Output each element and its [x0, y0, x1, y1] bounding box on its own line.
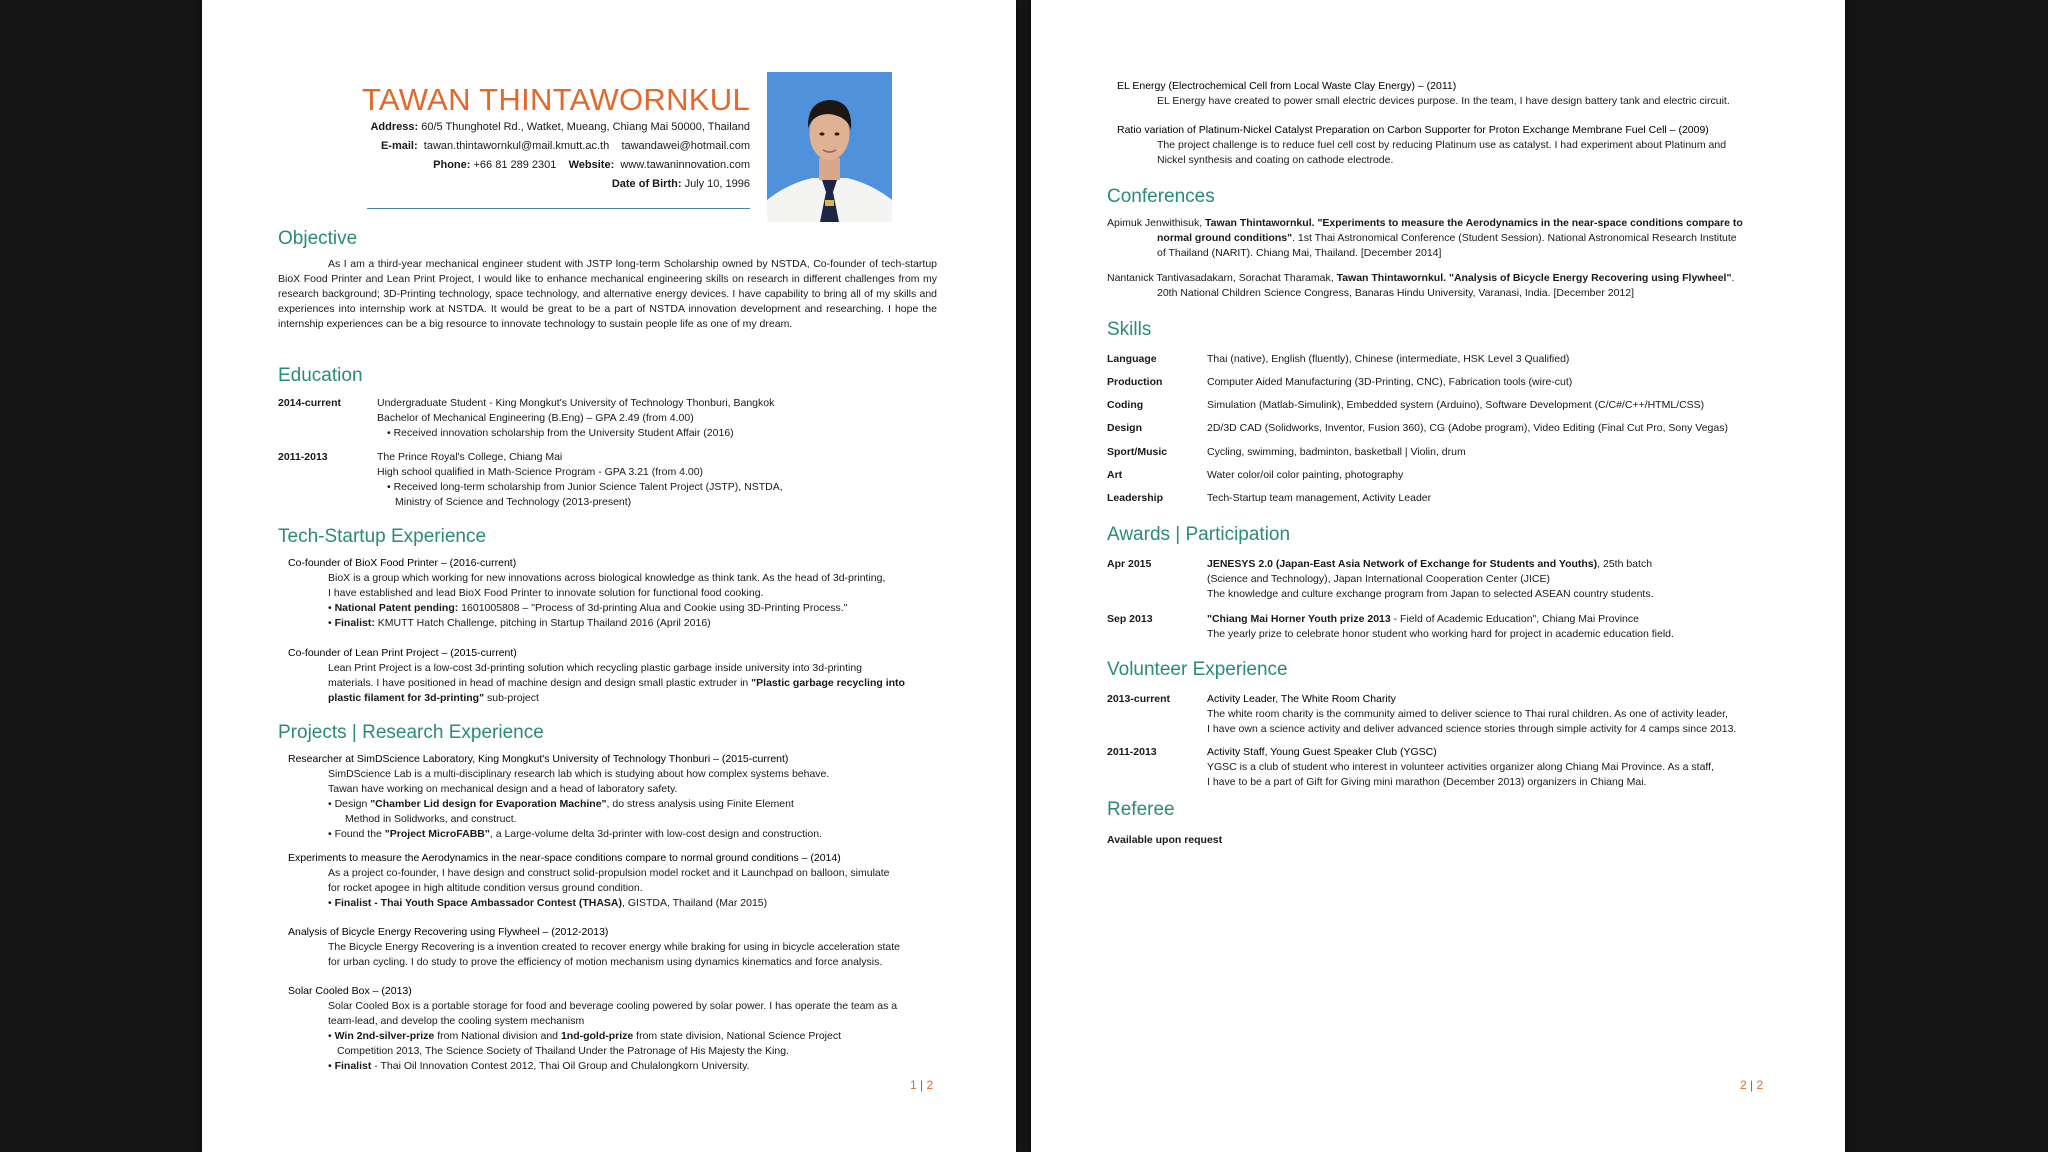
objective-text: As I am a third-year mechanical engineer student with JSTP long-term Scholarship owned by NSTDA, Co-founder of tech-startup BioX Food Printer and Lean Print Project, I would like to enhance mechanical engineering skills on research in different challenges from my research background; 3D-Printing technology, space technology, and alternative energy devices. I have capability to bring all of my skills and experiences into internship work at NSTDA. It would be great to be a part of NSTDA innovation development and researching. I hope the internship experiences can be a big resource to innovate technology to sustain people life as one of my dream. — [278, 258, 937, 330]
education-line: The Prince Royal's College, Chiang Mai — [377, 451, 563, 463]
project-title: Experiments to measure the Aerodynamics in the near-space conditions compare to normal ground conditions – (2014) — [288, 852, 841, 864]
profile-photo — [767, 72, 892, 222]
volunteer-title: Activity Leader, The White Room Charity — [1207, 693, 1396, 705]
skill-value: Tech-Startup team management, Activity Leader — [1207, 492, 1432, 504]
volunteer-period: 2011-2013 — [1107, 746, 1157, 758]
award-title: JENESYS 2.0 (Japan-East Asia Network of Exchange for Students and Youths), 25th batch — [1207, 558, 1653, 570]
conference-entry-cont: normal ground conditions". 1st Thai Astronomical Conference (Student Session). National Astronomical Research Institute — [1157, 232, 1737, 244]
project-bullet: • Found the "Project MicroFABB", a Large-volume delta 3d-printer with low-cost design and construction. — [328, 827, 822, 842]
email-primary[interactable]: tawan.thintawornkul@mail.kmutt.ac.th — [423, 140, 610, 152]
project-bullet-cont: Method in Solidworks, and construct. — [345, 813, 517, 825]
project-line: EL Energy have created to power small electric devices purpose. In the team, I have design battery tank and electric circuit. — [1157, 95, 1730, 107]
tech-item-title: Co-founder of BioX Food Printer – (2016-current) — [288, 557, 517, 569]
tech-item-line: plastic filament for 3d-printing" sub-project — [328, 692, 539, 704]
project-title: Researcher at SimDScience Laboratory, King Mongkut's University of Technology Thonburi – (2015-current) — [288, 753, 789, 765]
candidate-name: TAWAN THINTAWORNKUL — [361, 82, 750, 117]
tech-item-line: I have established and lead BioX Food Printer to innovate solution for functional food cooking. — [328, 587, 764, 599]
referee-text: Available upon request — [1107, 834, 1223, 846]
volunteer-line: I have to be a part of Gift for Giving mini marathon (December 2013) organizers in Chiang Mai. — [1207, 776, 1647, 788]
skill-label: Production — [1107, 376, 1163, 388]
phone-website-line: Phone: +66 81 289 2301 Website: www.tawaninnovation.com — [433, 159, 750, 171]
section-conferences-heading: Conferences — [1107, 186, 1215, 207]
project-line: Nickel synthesis and coating on cathode electrode. — [1157, 154, 1394, 166]
project-title: EL Energy (Electrochemical Cell from Local Waste Clay Energy) – (2011) — [1117, 80, 1457, 92]
award-line: (Science and Technology), Japan International Cooperation Center (JICE) — [1207, 573, 1551, 585]
project-line: for urban cycling. I do study to prove the efficiency of motion mechanism using dynamics kinematics and force analysis. — [328, 956, 883, 968]
skill-label: Design — [1107, 422, 1143, 434]
section-objective-heading: Objective — [278, 228, 358, 249]
page-number: 2 | 2 — [1740, 1078, 1764, 1092]
conference-entry-cont: of Thailand (NARIT). Chiang Mai, Thailand. [December 2014] — [1157, 247, 1442, 259]
award-title: "Chiang Mai Horner Youth prize 2013 - Field of Academic Education", Chiang Mai Province — [1207, 613, 1639, 625]
resume-page-1 — [202, 0, 1016, 1152]
conference-entry: Apimuk Jenwithisuk, Tawan Thintawornkul. "Experiments to measure the Aerodynamics in the near-space conditions compare to — [1107, 217, 1743, 229]
section-awards-heading: Awards | Participation — [1107, 524, 1291, 545]
project-line: for rocket apogee in high altitude condition versus ground condition. — [328, 882, 643, 894]
project-line: team-lead, and develop the cooling system mechanism — [328, 1015, 585, 1027]
award-line: The knowledge and culture exchange program from Japan to selected ASEAN country students. — [1207, 588, 1654, 600]
education-bullet: • Received long-term scholarship from Junior Science Talent Project (JSTP), NSTDA, — [387, 480, 783, 495]
skill-value: Simulation (Matlab-Simulink), Embedded system (Arduino), Software Development (C/C#/C++/HTML/CSS) — [1207, 399, 1705, 411]
volunteer-title: Activity Staff, Young Guest Speaker Club (YGSC) — [1207, 746, 1437, 758]
section-projects-heading: Projects | Research Experience — [278, 722, 544, 743]
project-bullet: • Win 2nd-silver-prize from National division and 1nd-gold-prize from state division, National Science Project — [328, 1029, 841, 1044]
tech-item-line: BioX is a group which working for new innovations across biological knowledge as think tank. As the head of 3d-printing, — [328, 572, 886, 584]
project-bullet-cont: Competition 2013, The Science Society of Thailand Under the Patronage of His Majesty the King. — [337, 1045, 789, 1057]
award-date: Sep 2013 — [1107, 613, 1153, 625]
section-volunteer-heading: Volunteer Experience — [1107, 659, 1288, 680]
project-title: Analysis of Bicycle Energy Recovering using Flywheel – (2012-2013) — [288, 926, 609, 938]
award-line: The yearly prize to celebrate honor student who working hard for project in academic education field. — [1207, 628, 1674, 640]
education-line: High school qualified in Math-Science Program - GPA 3.21 (from 4.00) — [377, 466, 704, 478]
education-line: Bachelor of Mechanical Engineering (B.Eng) – GPA 2.49 (from 4.00) — [377, 412, 694, 424]
project-title: Ratio variation of Platinum-Nickel Catalyst Preparation on Carbon Supporter for Proton Exchange Membrane Fuel Cell – (2009) — [1117, 124, 1709, 136]
skill-value: Thai (native), English (fluently), Chinese (intermediate, HSK Level 3 Qualified) — [1207, 353, 1570, 365]
dob-line: Date of Birth: July 10, 1996 — [611, 178, 750, 190]
tech-item-title: Co-founder of Lean Print Project – (2015-current) — [288, 647, 517, 659]
award-date: Apr 2015 — [1107, 558, 1152, 570]
project-bullet: • Finalist - Thai Youth Space Ambassador Contest (THASA), GISTDA, Thailand (Mar 2015) — [328, 896, 767, 911]
email-line: E-mail: tawan.thintawornkul@mail.kmutt.ac.th tawandawei@hotmail.com — [380, 140, 750, 152]
skill-label: Language — [1107, 353, 1157, 365]
project-line: Tawan have working on mechanical design and a head of laboratory safety. — [328, 783, 678, 795]
section-education-heading: Education — [278, 365, 363, 386]
project-line: Solar Cooled Box is a portable storage for food and beverage cooling powered by solar power. I has operate the team as a — [328, 1000, 898, 1012]
website-link[interactable]: www.tawaninnovation.com — [620, 159, 750, 171]
skill-label: Leadership — [1107, 492, 1164, 504]
education-bullet: • Received innovation scholarship from the University Student Affair (2016) — [387, 426, 734, 441]
tech-item-bullet: • National Patent pending: 1601005808 – "Process of 3d-printing Alua and Cookie using 3D-Printing Process." — [328, 601, 847, 616]
skill-value: Cycling, swimming, badminton, basketball | Violin, drum — [1207, 446, 1466, 458]
skill-label: Art — [1107, 469, 1123, 481]
tech-item-line: Lean Print Project is a low-cost 3d-printing solution which recycling plastic garbage inside university into 3d-printing — [328, 662, 863, 674]
tech-item-line: materials. I have positioned in head of machine design and design small plastic extruder in "Plastic garbage recycling into — [328, 677, 905, 689]
project-bullet: • Design "Chamber Lid design for Evaporation Machine", do stress analysis using Finite Element — [328, 797, 794, 812]
project-title: Solar Cooled Box – (2013) — [288, 985, 412, 997]
skill-label: Coding — [1107, 399, 1144, 411]
project-line: SimDScience Lab is a multi-disciplinary research lab which is studying about how complex systems behave. — [328, 768, 830, 780]
project-line: The project challenge is to reduce fuel cell cost by reducing Platinum use as catalyst. I had experiment about Platinum and — [1157, 139, 1727, 151]
conference-entry-cont: 20th National Children Science Congress, Banaras Hindu University, Varanasi, India. [December 2012] — [1157, 287, 1635, 299]
email-secondary[interactable]: tawandawei@hotmail.com — [621, 140, 750, 152]
volunteer-line: YGSC is a club of student who interest in volunteer activities organizer along Chiang Mai Province. As a staff, — [1207, 761, 1714, 773]
conference-entry: Nantanick Tantivasadakarn, Sorachat Tharamak, Tawan Thintawornkul. "Analysis of Bicycle Energy Recovering using Flywheel". — [1107, 272, 1735, 284]
skill-value: 2D/3D CAD (Solidworks, Inventor, Fusion 360), CG (Adobe program), Video Editing (Final Cut Pro, Sony Vegas) — [1207, 422, 1728, 434]
resume-page-2 — [1031, 0, 1845, 1152]
volunteer-period: 2013-current — [1107, 693, 1171, 705]
project-line: As a project co-founder, I have design and construct solid-propulsion model rocket and it Launchpad on balloon, simulate — [328, 867, 890, 879]
education-period: 2011-2013 — [278, 451, 328, 463]
project-line: The Bicycle Energy Recovering is a invention created to recover energy while braking for using in bicycle acceleration state — [328, 941, 900, 953]
skill-value: Computer Aided Manufacturing (3D-Printing, CNC), Fabrication tools (wire-cut) — [1207, 376, 1573, 388]
page-number: 1 | 2 — [910, 1078, 934, 1092]
section-skills-heading: Skills — [1107, 319, 1152, 340]
skill-value: Water color/oil color painting, photography — [1207, 469, 1404, 481]
project-bullet: • Finalist - Thai Oil Innovation Contest 2012, Thai Oil Group and Chulalongkorn University. — [328, 1059, 750, 1074]
section-referee-heading: Referee — [1107, 799, 1175, 820]
volunteer-line: I have own a science activity and deliver advanced science stories through simple activity for 4 camps since 2013. — [1207, 723, 1737, 735]
skill-label: Sport/Music — [1107, 446, 1168, 458]
tech-item-bullet: • Finalist: KMUTT Hatch Challenge, pitching in Startup Thailand 2016 (April 2016) — [328, 616, 711, 631]
header-divider — [367, 208, 750, 209]
education-line: Undergraduate Student - King Mongkut's University of Technology Thonburi, Bangkok — [377, 397, 775, 409]
education-bullet-cont: Ministry of Science and Technology (2013-present) — [395, 496, 632, 508]
address-line: Address: 60/5 Thunghotel Rd., Watket, Mueang, Chiang Mai 50000, Thailand — [370, 121, 750, 133]
volunteer-line: The white room charity is the community aimed to deliver science to Thai rural children. As one of activity leader, — [1207, 708, 1728, 720]
section-tech-startup-heading: Tech-Startup Experience — [278, 526, 487, 547]
education-period: 2014-current — [278, 397, 342, 409]
